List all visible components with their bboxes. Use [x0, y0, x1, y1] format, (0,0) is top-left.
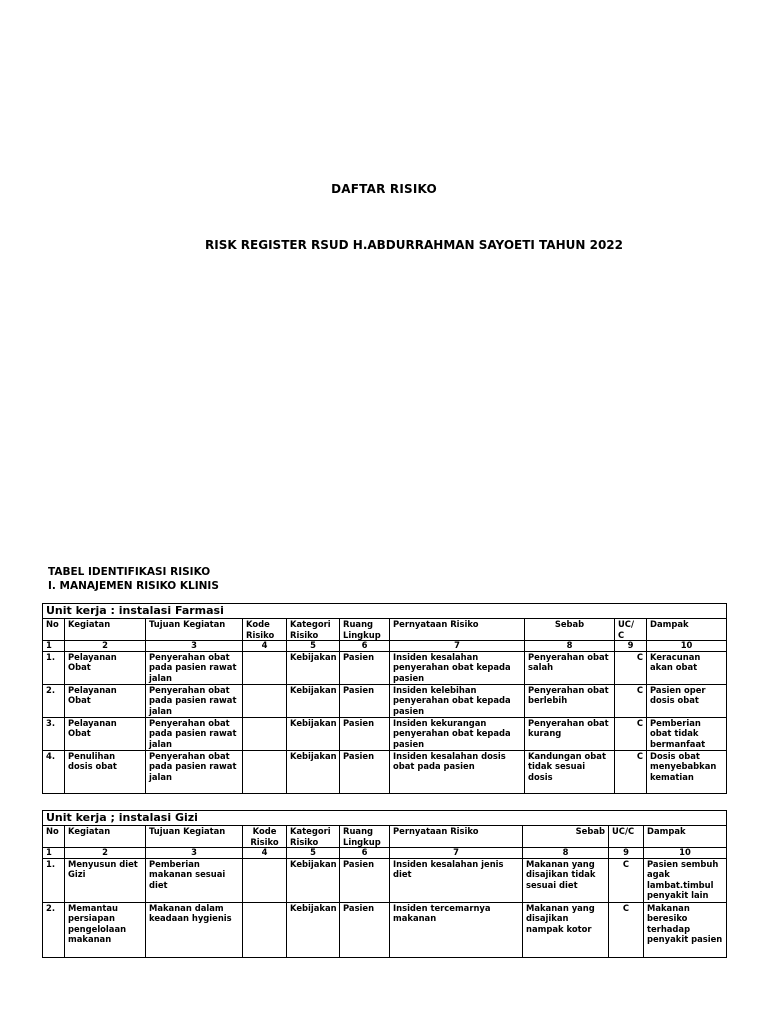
col-num: 9 — [609, 848, 644, 859]
col-num: 1 — [43, 848, 65, 859]
cell-sebab: Penyerahan obat salah — [525, 651, 615, 684]
cell-ucc: C — [609, 902, 644, 957]
cell-no: 2. — [43, 902, 65, 957]
col-num: 7 — [390, 641, 525, 652]
cell-pernyataan: Insiden kesalahan penyerahan obat kepada pasien — [390, 651, 525, 684]
col-num: 8 — [523, 848, 609, 859]
cell-sebab: Penyerahan obat berlebih — [525, 684, 615, 717]
header-kategori: Kategori Risiko — [287, 826, 340, 848]
unit-title: Unit kerja : instalasi Farmasi — [43, 604, 727, 619]
table-row — [43, 750, 727, 793]
header-ruang: Ruang Lingkup — [340, 619, 390, 641]
cell-ruang: Pasien — [340, 651, 390, 684]
header-dampak: Dampak — [647, 619, 727, 641]
col-num: 10 — [647, 641, 727, 652]
header-pernyataan: Pernyataan Risiko — [390, 826, 523, 848]
table-row — [43, 717, 727, 750]
section-subheading: I. MANAJEMEN RISIKO KLINIS — [48, 580, 219, 592]
cell-ruang: Pasien — [340, 902, 390, 957]
cell-dampak: Pasien sembuh agak lambat.timbul penyakit lain — [644, 858, 727, 902]
risk-table-farmasi — [42, 603, 727, 794]
header-tujuan: Tujuan Kegiatan — [146, 826, 243, 848]
cell-kategori: Kebijakan — [287, 717, 340, 750]
cell-dampak: Keracunan akan obat — [647, 651, 727, 684]
cell-ucc: C — [615, 717, 647, 750]
cell-kegiatan: Pelayanan Obat — [65, 717, 146, 750]
cell-dampak: Dosis obat menyebabkan kematian — [647, 750, 727, 793]
cell-dampak: Pemberian obat tidak bermanfaat — [647, 717, 727, 750]
cell-kode — [243, 684, 287, 717]
header-kode: Kode Risiko — [243, 619, 287, 641]
cell-no: 3. — [43, 717, 65, 750]
cell-ucc: C — [615, 651, 647, 684]
cell-dampak: Makanan beresiko terhadap penyakit pasien — [644, 902, 727, 957]
cell-kode — [243, 651, 287, 684]
cell-kode — [243, 750, 287, 793]
cell-kategori: Kebijakan — [287, 902, 340, 957]
header-ucc: UC/C — [609, 826, 644, 848]
document-subtitle: RISK REGISTER RSUD H.ABDURRAHMAN SAYOETI TAHUN 2022 — [204, 238, 623, 252]
header-no: No — [43, 826, 65, 848]
header-dampak: Dampak — [644, 826, 727, 848]
cell-no: 1. — [43, 651, 65, 684]
cell-kode — [243, 902, 287, 957]
cell-no: 2. — [43, 684, 65, 717]
cell-ruang: Pasien — [340, 684, 390, 717]
cell-ruang: Pasien — [340, 717, 390, 750]
cell-tujuan: Penyerahan obat pada pasien rawat jalan — [146, 717, 243, 750]
cell-pernyataan: Insiden kesalahan dosis obat pada pasien — [390, 750, 525, 793]
column-number-row — [43, 641, 727, 652]
header-ruang: Ruang Lingkup — [340, 826, 390, 848]
table-row — [43, 684, 727, 717]
col-num: 3 — [146, 641, 243, 652]
document-title: DAFTAR RISIKO — [331, 182, 437, 196]
unit-title: Unit kerja ; instalasi Gizi — [43, 811, 727, 826]
header-ucc: UC/ C — [615, 619, 647, 641]
col-num: 4 — [243, 641, 287, 652]
col-num: 1 — [43, 641, 65, 652]
col-num: 6 — [340, 848, 390, 859]
cell-kategori: Kebijakan — [287, 684, 340, 717]
cell-kategori: Kebijakan — [287, 858, 340, 902]
header-row — [43, 826, 727, 848]
cell-tujuan: Penyerahan obat pada pasien rawat jalan — [146, 750, 243, 793]
cell-sebab: Makanan yang disajikan tidak sesuai diet — [523, 858, 609, 902]
cell-sebab: Makanan yang disajikan nampak kotor — [523, 902, 609, 957]
header-kegiatan: Kegiatan — [65, 826, 146, 848]
cell-tujuan: Makanan dalam keadaan hygienis — [146, 902, 243, 957]
header-row — [43, 619, 727, 641]
header-sebab: Sebab — [523, 826, 609, 848]
cell-ruang: Pasien — [340, 858, 390, 902]
col-num: 5 — [287, 641, 340, 652]
header-tujuan: Tujuan Kegiatan — [146, 619, 243, 641]
col-num: 10 — [644, 848, 727, 859]
cell-kategori: Kebijakan — [287, 651, 340, 684]
col-num: 3 — [146, 848, 243, 859]
cell-dampak: Pasien oper dosis obat — [647, 684, 727, 717]
cell-kegiatan: Penulihan dosis obat — [65, 750, 146, 793]
column-number-row — [43, 848, 727, 859]
col-num: 6 — [340, 641, 390, 652]
cell-no: 4. — [43, 750, 65, 793]
cell-kategori: Kebijakan — [287, 750, 340, 793]
cell-kode — [243, 858, 287, 902]
section-heading: TABEL IDENTIFIKASI RISIKO — [48, 566, 211, 578]
cell-pernyataan: Insiden kesalahan jenis diet — [390, 858, 523, 902]
cell-kegiatan: Memantau persiapan pengelolaan makanan — [65, 902, 146, 957]
cell-ucc: C — [615, 684, 647, 717]
header-kegiatan: Kegiatan — [65, 619, 146, 641]
header-sebab: Sebab — [525, 619, 615, 641]
header-no: No — [43, 619, 65, 641]
cell-ucc: C — [609, 858, 644, 902]
cell-pernyataan: Insiden tercemarnya makanan — [390, 902, 523, 957]
cell-kode — [243, 717, 287, 750]
cell-pernyataan: Insiden kelebihan penyerahan obat kepada pasien — [390, 684, 525, 717]
cell-pernyataan: Insiden kekurangan penyerahan obat kepada pasien — [390, 717, 525, 750]
cell-tujuan: Penyerahan obat pada pasien rawat jalan — [146, 651, 243, 684]
col-num: 7 — [390, 848, 523, 859]
header-pernyataan: Pernyataan Risiko — [390, 619, 525, 641]
cell-no: 1. — [43, 858, 65, 902]
header-kode: Kode Risiko — [243, 826, 287, 848]
header-kategori: Kategori Risiko — [287, 619, 340, 641]
cell-tujuan: Pemberian makanan sesuai diet — [146, 858, 243, 902]
col-num: 2 — [65, 848, 146, 859]
table-row — [43, 902, 727, 957]
cell-ruang: Pasien — [340, 750, 390, 793]
col-num: 4 — [243, 848, 287, 859]
col-num: 2 — [65, 641, 146, 652]
col-num: 5 — [287, 848, 340, 859]
cell-tujuan: Penyerahan obat pada pasien rawat jalan — [146, 684, 243, 717]
cell-kegiatan: Menyusun diet Gizi — [65, 858, 146, 902]
cell-ucc: C — [615, 750, 647, 793]
col-num: 8 — [525, 641, 615, 652]
cell-sebab: Penyerahan obat kurang — [525, 717, 615, 750]
table-row — [43, 651, 727, 684]
table-row — [43, 858, 727, 902]
cell-kegiatan: Pelayanan Obat — [65, 651, 146, 684]
risk-table-gizi — [42, 810, 727, 958]
cell-sebab: Kandungan obat tidak sesuai dosis — [525, 750, 615, 793]
cell-kegiatan: Pelayanan Obat — [65, 684, 146, 717]
col-num: 9 — [615, 641, 647, 652]
